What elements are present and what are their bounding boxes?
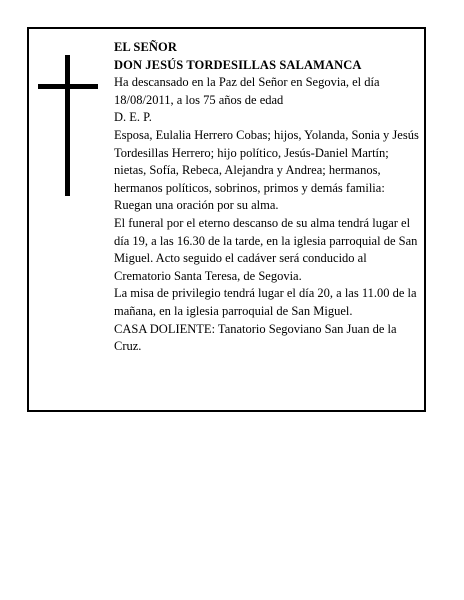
cross-icon: [65, 55, 70, 196]
family-list: Esposa, Eulalia Herrero Cobas; hijos, Yolanda, Sonia y Jesús Tordesillas Herrero; hijo político, Jesús-Daniel Martín; nietas, Sofía, Rebeca, Alejandra y Andrea; hermanos, hermanos políticos, sobrinos, primos y demás familia:: [114, 127, 419, 195]
prayer-request: Ruegan una oración por su alma.: [114, 198, 279, 213]
title-line-1: EL SEÑOR: [114, 40, 177, 54]
death-announcement: Ha descansado en la Paz del Señor en Segovia, el día 18/08/2011, a los 75 años de edad: [114, 75, 380, 107]
funeral-info: El funeral por el eterno descanso de su alma tendrá lugar el día 19, a las 16.30 de la tarde, en la iglesia parroquial de San Miguel. Acto seguido el cadáver será conducido al Crematorio Santa Teresa, de Segovia.: [114, 215, 418, 283]
obituary-text: [114, 39, 422, 356]
mourning-house: CASA DOLIENTE: Tanatorio Segoviano San Juan de la Cruz.: [114, 321, 397, 354]
rest-in-peace: D. E. P.: [114, 110, 152, 125]
cross-icon-crossbar: [38, 84, 98, 89]
mass-info: La misa de privilegio tendrá lugar el día 20, a las 11.00 de la mañana, en la iglesia parroquial de San Miguel.: [114, 286, 417, 318]
deceased-name: DON JESÚS TORDESILLAS SALAMANCA: [114, 57, 362, 72]
